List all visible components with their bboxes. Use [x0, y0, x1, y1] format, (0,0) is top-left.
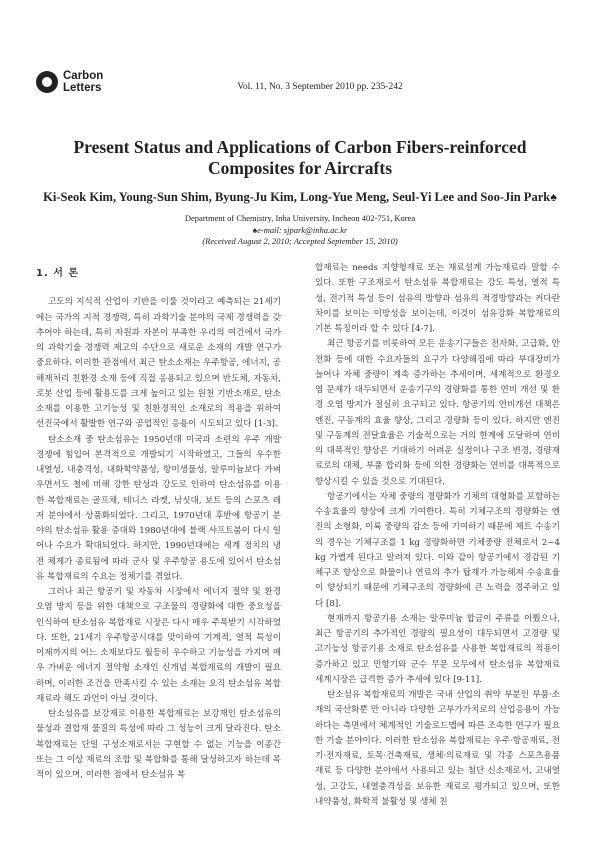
paragraph: 현재까지 항공기용 소재는 알루미늄 합금이 주류를 이뤘으나, 최근 항공기의 추가적인 경량의 필요성이 대두되면서 고경량 및 고기능성 항공기용 소재로 탄소섬유를 사용한 복합재료의 적용이 증가하고 있고 민항기와 군수 무문 모두에서 탄소섬유 복합재료 세계시장은 급격한 증가 추세에 있다 [9-11].	[315, 613, 560, 685]
paragraph: 그러나 최근 항공기 및 자동차 시장에서 에너지 절약 및 환경 오염 방지 등을 위한 대책으로 구조물의 경량화에 대한 중요성을 인식하여 탄소섬유 복합재료 시장은 다시 매우 주목받기 시작하였다. 또한, 21세기 우주항공시대를 맞이하여 기계적, 열적 특성이 이제까지의 어느 소재보다도 월등히 우수하고 기능성을 가지며 매우 가벼운 에너지 절약형 소재인 신개념 복합재료의 개발이 필요하며, 이러한 조건을 만족시킬 수 있는 소재는 오직 탄소섬유 복합재료라 해도 과언이 아닐 것이다.	[36, 587, 281, 704]
paragraph: 합재료는 needs 지향형재료 또는 재료설계 가능재료라 말할 수 있다. 또한 구조재로서 탄소섬유 복합재료는 강도 특성, 열적 특성, 전기적 특성 등이 섬유의 방향과 섬유의 적경방향과는 커다란 차이를 보이는 이방성을 보이는데, 이것이 섬유강화 복합재료의 기본 특징이라 할 수 있다 [4-7].	[315, 263, 560, 334]
logo-line-2: Letters	[63, 82, 102, 94]
paragraph: 탄소소재 중 탄소섬유는 1950년대 미국과 소련의 우주 개발 경쟁에 힘입어 본격적으로 개발되기 시작하였고, 그들의 우수한 내열성, 내충격성, 내화학약품성, 항미생물성, 알루미늄보다 가벼우면서도 철에 비해 강한 탄성과 강도로 인하여 탄소섬유를 이용한 복합재료는 골프채, 테니스 라켓, 낚싯대, 보트 등의 스포츠 레저 분야에서 상품화되었다. 그리고, 1970년대 후반에 항공기 분야의 탄소섬유 활용 증대와 1980년대에 블랙 샤프트붐이 다시 일어나 수요가 확대되었다. 하지만, 1990년대에는 세계 정치의 냉전 체제가 종료됨에 따라 군사 및 우주항공 용도에 있어서 탄소섬유 복합재료의 수요는 정체기를 겪었다.	[36, 434, 281, 582]
paragraph: 항공기에서는 자체 중량의 경량화가 기체의 대형화를 포함하는 수송효율의 향상에 크게 기여한다. 특히 기체구조의 경량화는 엔진의 소형화, 이륙 중량의 감소 등에 기여하기 때문에 제트 수송기의 경우는 기체구조를 1 kg 경량화하면 기체중량 전체로서 2~4 kg 가볍게 된다고 알려져 있다. 이와 같이 항공기에서 경감된 기체구조 향상으로 화물이나 연료의 추가 탑재가 가능해져 수송효율이 향상되기 때문에 기체구조의 경량화에 큰 노력을 경주하고 있다 [8].	[315, 491, 560, 609]
paragraph: 탄소섬유를 보강재로 이용한 복합재료는 보강재인 탄소섬유의 물성과 결합재 물질의 특성에 따라 그 성능이 크게 달라진다. 탄소복합재료는 단일 구성소재로서는 구현할 수 없는 기능을 이종간 또는 그 이상 재료의 조합 및 복합화를 통해 달성하고자 하는데 목적이 있으며, 이러한 점에서 탄소섬유 복	[36, 709, 281, 780]
paragraph: 고도의 지식적 산업이 기반을 이룰 것이라고 예측되는 21세기에는 국가의 지적 경쟁력, 특히 과학기술 분야의 국제 경쟁력을 갖추어야 하는데, 특히 자원과 자본이 부족한 우리의 여건에서 국가의 과학기술 경쟁력 제고의 수단으로 새로운 소재의 개발 연구가 중요하다. 이러한 관점에서 최근 탄소소재는 우주항공, 에너지, 공해재처리 친환경 소재 등에 직접 응용되고 있으며 반도체, 자동차, 로봇 산업 등에 활용도를 크게 높이고 있는 원천 기반소재로, 탄소소재를 이용한 고기능성 및 친환경적인 소재로의 적용을 위하여 선진국에서 활발한 연구와 공업적인 응용이 시도되고 있다 [1-3].	[36, 297, 281, 430]
author-list: Ki-Seok Kim, Young-Sun Shim, Byung-Ju Kim, Long-Yue Meng, Seul-Yi Lee and Soo-Jin Park♠	[43, 190, 557, 204]
logo-line-1: Carbon	[63, 70, 104, 82]
right-column	[315, 261, 560, 810]
affiliation-block	[0, 213, 600, 248]
paragraph: 탄소섬유 복합재료의 개발은 국내 산업의 취약 부분인 부품·소재의 국산화뿐 만 아니라 다양한 고부가가치로의 산업응용이 가능하다는 측면에서 체계적인 기술로드맵에 따른 조속한 연구가 필요한 기술 분야이다. 이러한 탄소섬유 복합재료는 우주·항공재료, 전기·전자재료, 토목·건축재료, 생체·의료재료 및 각종 스포츠용품 재료 등 다양한 분야에서 사용되고 있는 첨단 신소재로서, 고내열성, 고강도, 내열충격성을 보유한 재료로 평가되고 있으며, 또한 내약품성, 화학적 불활성 및 생체 친	[315, 690, 560, 807]
title-line-2: Composites for Aircrafts	[207, 158, 393, 178]
paragraph: 최근 항공기를 비롯하여 모든 운송기구들은 전자화, 고급화, 안전화 등에 대한 수요자들의 요구가 다양해짐에 따라 부대장비가 늘어나 자체 중량이 계속 증가하는 추세이며, 세계적으로 환경오염 문제가 대두되면서 운송기구의 경량화를 통한 연비 개선 및 환경 오염 방지가 절실히 요구되고 있다. 항공기의 연비개선 대책은 엔진, 구동계의 효율 향상, 그리고 경량화 등이 있다. 하지만 엔진 및 구동계의 전달효율은 기술적으로는 거의 한계에 도달하여 연비의 대폭적인 향상은 기대하기 어려운 실정이나 구조 변경, 경량재료로의 대체, 부품 합리화 등에 의한 경량화는 연비를 대폭적으로 향상시킬 수 있을 것으로 기대된다.	[315, 339, 560, 487]
affiliation: Department of Chemistry, Inha University, Incheon 402-751, Korea	[184, 213, 416, 223]
section-heading: 1. 서 론	[36, 268, 80, 279]
journal-info: Vol. 11, No. 3 September 2010 pp. 235-242	[237, 82, 403, 92]
title-line-1: Present Status and Applications of Carbon Fibers-reinforced	[73, 137, 527, 157]
corresponding-email: ♠e-mail: sjpark@inha.ac.kr	[252, 224, 348, 235]
article-title	[40, 137, 560, 179]
received-dates: (Received August 2, 2010; Accepted September 15, 2010)	[202, 236, 398, 246]
left-column	[36, 261, 281, 783]
